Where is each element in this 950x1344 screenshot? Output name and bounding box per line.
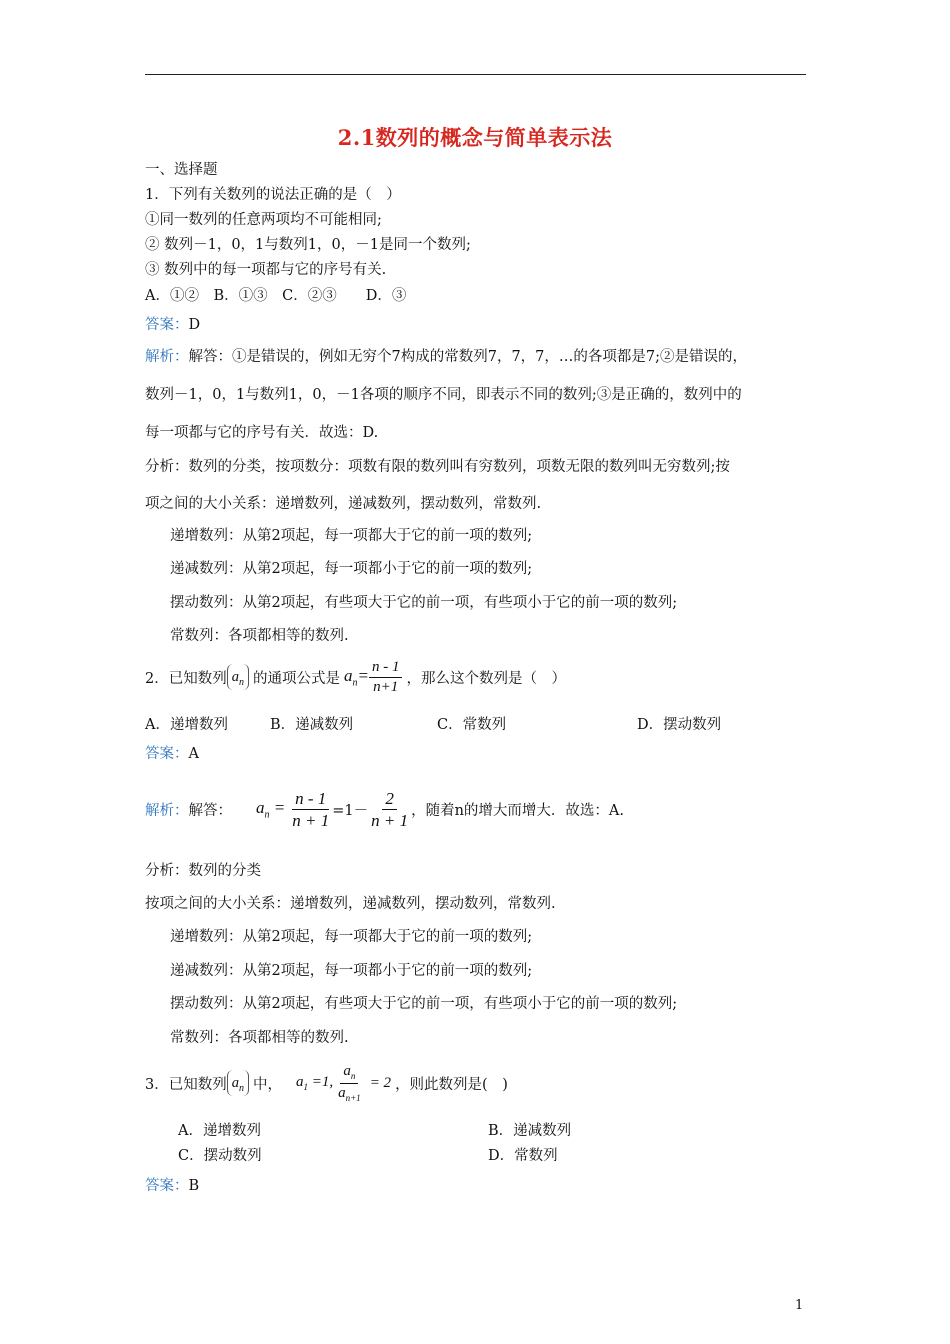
q1-def-decreasing: 递减数列：从第2项起，每一项都小于它的前一项的数列; — [170, 561, 533, 577]
answer-label: 答案： — [145, 317, 189, 333]
ratio-fraction: $\frac{a_n}{a_{n+1}}$ — [338, 1062, 361, 1103]
q1-analysis-line-3: 每一项都与它的序号有关．故选：D. — [145, 425, 379, 441]
q2-option-a: A．递增数列 — [145, 717, 228, 733]
q1-statement-2: ② 数列－1，0，1与数列1，0，－1是同一个数列; — [145, 237, 471, 253]
q2-def-increasing: 递增数列：从第2项起，每一项都大于它的前一项的数列; — [170, 929, 533, 945]
analysis-label: 解析： — [145, 349, 189, 365]
general-term-fraction: $\frac{n - 1}{n+1}$ — [369, 660, 403, 695]
q3-option-c: C．摆动数列 — [178, 1148, 262, 1164]
q2-def-oscillating: 摆动数列：从第2项起，有些项大于它的前一项，有些项小于它的前一项的数列; — [170, 996, 678, 1012]
q1-options: A．①② B．①③ C．②③ D．③ — [145, 288, 407, 304]
analysis-fraction-2: $\frac{2}{n + 1}$ — [371, 788, 409, 830]
sequence-brace: $a_n$ — [227, 1070, 249, 1096]
q2-fenxi-line-2: 按项之间的大小关系：递增数列，递减数列，摆动数列，常数列. — [145, 896, 556, 912]
page-number: 1 — [795, 1298, 804, 1313]
q2-answer: 答案：A — [145, 746, 199, 762]
q1-answer — [145, 313, 200, 334]
q2-option-d: D．摆动数列 — [637, 717, 722, 733]
q2-option-c: C．常数列 — [437, 717, 507, 733]
q2-fenxi-line-1: 分析：数列的分类 — [145, 863, 261, 879]
sequence-brace: $a_n$ — [227, 664, 249, 690]
q1-fenxi-line-2: 项之间的大小关系：递增数列，递减数列，摆动数列，常数列. — [145, 496, 542, 512]
q3-stem: 3．已知数列 $a_n$ 中， $a_1 =1$, $\frac{a_n}{a_{n+1}}$ = 2 ，则此数列是( ) — [145, 1062, 508, 1103]
q1-fenxi-line-1: 分析：数列的分类，按项数分：项数有限的数列叫有穷数列，项数无限的数列叫无穷数列;按 — [145, 459, 730, 475]
q1-statement-3: ③ 数列中的每一项都与它的序号有关. — [145, 262, 387, 278]
q2-stem: 2．已知数列 $a_n$ 的通项公式是 $a_n=$ $\frac{n - 1}{n+1}$ ，那么这个数列是（ ） — [145, 658, 566, 695]
q3-option-b: B．递减数列 — [488, 1123, 572, 1139]
page-title: 2.1数列的概念与简单表示法 — [337, 125, 613, 150]
q2-analysis: 解析： 解答： $a_n$ = $\frac{n - 1}{n + 1}$ =1－ $\frac{2}{n + 1}$ ，随着n的增大而增大．故选：A. — [145, 788, 624, 830]
q1-def-increasing: 递增数列：从第2项起，每一项都大于它的前一项的数列; — [170, 528, 533, 544]
q3-option-d: D．常数列 — [488, 1148, 558, 1164]
q3-answer: 答案：B — [145, 1178, 200, 1194]
header-rule — [145, 74, 806, 75]
analysis-fraction-1: $\frac{n - 1}{n + 1}$ — [292, 788, 330, 830]
q2-def-constant: 常数列：各项都相等的数列. — [170, 1030, 349, 1046]
q2-option-b: B．递减数列 — [270, 717, 354, 733]
q1-analysis-line-2: 数列－1，0，1与数列1，0，－1各项的顺序不同，即表示不同的数列;③是正确的，数列中的 — [145, 387, 742, 403]
answer-value: D — [188, 317, 201, 333]
q1-def-constant: 常数列：各项都相等的数列. — [170, 628, 349, 644]
q1-analysis-line-1: 解析：解答：①是错误的，例如无穷个7构成的常数列7，7，7，…的各项都是7;②是错误的， — [145, 349, 748, 365]
q1-statement-1: ①同一数列的任意两项均不可能相同; — [145, 212, 382, 228]
section-heading: 一、选择题 — [145, 162, 218, 178]
q1-def-oscillating: 摆动数列：从第2项起，有些项大于它的前一项，有些项小于它的前一项的数列; — [170, 595, 678, 611]
q3-option-a: A．递增数列 — [178, 1123, 261, 1139]
formula-lhs: $a_n=$ — [343, 665, 369, 689]
q1-stem: 1．下列有关数列的说法正确的是（ ） — [145, 187, 401, 203]
q2-def-decreasing: 递减数列：从第2项起，每一项都小于它的前一项的数列; — [170, 963, 533, 979]
